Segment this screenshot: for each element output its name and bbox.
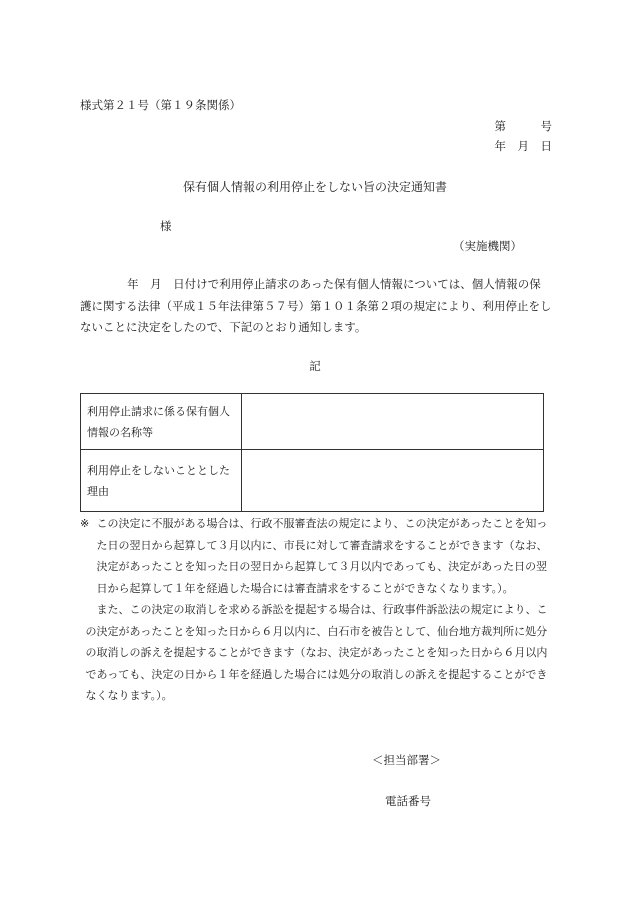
issuing-agency: （実施機関）	[453, 239, 522, 253]
note-appeal-text: この決定に不服がある場合は、行政不服審査法の規定により、この決定があったことを知った日の翌日から起算して３月以内に、市長に対して審査請求をすることができます（なお、決定があったことを知った日の翌日から起算して３月以内であっても、決定があった日の翌日から起算して１年を経過した場合には審査請求をすることができなくなります。）。	[96, 517, 548, 595]
notes-section	[80, 513, 555, 707]
form-number: 様式第２１号（第１９条関係）	[80, 98, 241, 112]
document-title: 保有個人情報の利用停止をしない旨の決定通知書	[182, 180, 447, 194]
department-label: ＜担当部署＞	[372, 753, 441, 767]
table-row	[81, 394, 544, 450]
addressee: 様	[160, 219, 172, 233]
note-lawsuit: また、この決定の取消しを求める訴訟を提起する場合は、行政事件訴訟法の規定により、この決定があったことを知った日から６月以内に、白石市を被告として、仙台地方裁判所に処分の取消しの訴えを提起することができます（なお、決定があったことを知った日から６月以内であっても、決定の日から１年を経過した場合には処分の取消しの訴えを提起することができなくなります。）。	[85, 603, 548, 702]
date-line: 年 月 日	[494, 139, 552, 153]
document-number-line: 第 号	[494, 119, 552, 133]
table-label-info-name: 利用停止請求に係る保有個人情報の名称等	[81, 394, 242, 450]
table-value-info-name	[242, 394, 544, 450]
table-label-reason: 利用停止をしないこととした理由	[81, 450, 242, 512]
table-row	[81, 450, 544, 512]
notice-body: 年 月 日付けで利用停止請求のあった保有個人情報については、個人情報の保護に関する法律（平成１５年法律第５７号）第１０１条第２項の規定により、利用停止をしないことに決定をしたので、下記のとおり通知します。	[80, 277, 552, 334]
table-value-reason	[242, 450, 544, 512]
decision-table	[80, 393, 544, 512]
phone-label: 電話番号	[385, 794, 431, 808]
ki-marker: 記	[309, 359, 321, 373]
note-appeal	[80, 513, 555, 599]
note-mark: ※	[80, 517, 90, 530]
